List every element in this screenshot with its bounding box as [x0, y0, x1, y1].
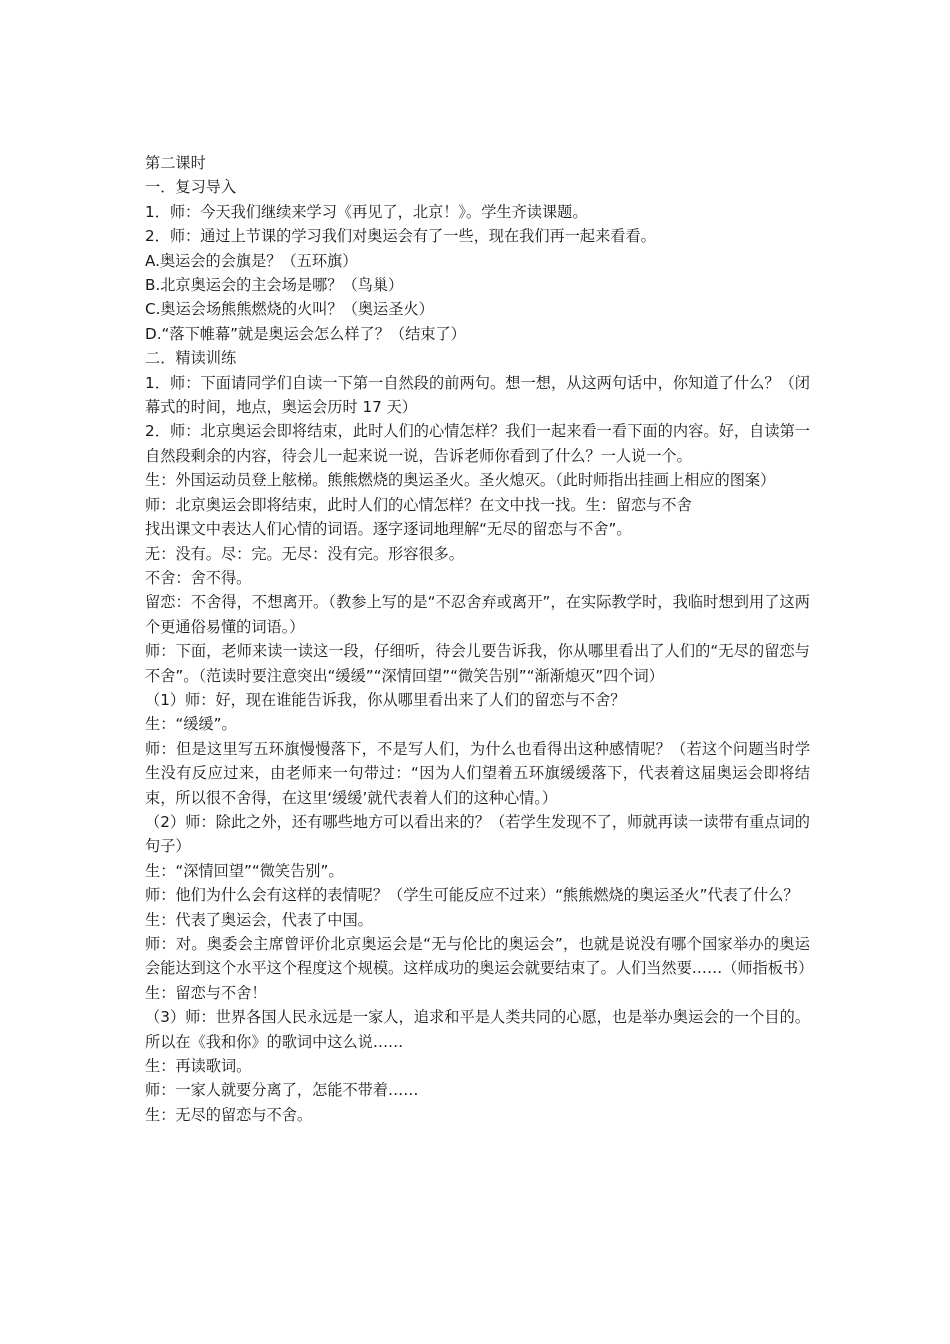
- paragraph: 生：“缓缓”。: [145, 715, 237, 734]
- paragraph: 生：留恋与不舍！: [145, 983, 267, 1002]
- paragraph: 2．师：通过上节课的学习我们对奥运会有了一些，现在我们再一起来看看。: [145, 227, 656, 246]
- paragraph: 留恋：不舍得，不想离开。（教参上写的是“不忍舍弃或离开”，在实际教学时，我临时想到用了这两个更通俗易懂的词语。）: [145, 593, 810, 636]
- paragraph: 生：外国运动员登上舷梯。熊熊燃烧的奥运圣火。圣火熄灭。（此时师指出挂画上相应的图案）: [145, 471, 776, 490]
- paragraph: （2）师：除此之外，还有哪些地方可以看出来的？（若学生发现不了，师就再读一读带有重点词的句子）: [145, 812, 810, 856]
- question-item: B.北京奥运会的主会场是哪？（鸟巢）: [145, 276, 404, 295]
- paragraph: 生：无尽的留恋与不舍。: [145, 1105, 313, 1124]
- paragraph: 师：但是这里写五环旗慢慢落下，不是写人们，为什么也看得出这种感情呢？（若这个问题当时学生没有反应过来，由老师来一句带过：“因为人们望着五环旗缓缓落下，代表着这届奥运会即将结束，所以很不舍得，在这里‘缓缓’就代表着人们的这种心情。）: [145, 739, 810, 807]
- paragraph: 生：代表了奥运会，代表了中国。: [145, 910, 373, 929]
- question-item: C.奥运会场熊熊燃烧的火叫？（奥运圣火）: [145, 300, 434, 319]
- paragraph: 1．师：下面请同学们自读一下第一自然段的前两句。想一想，从这两句话中，你知道了什么？（闭幕式的时间，地点，奥运会历时 17 天）: [145, 373, 810, 417]
- paragraph: 师：北京奥运会即将结束，此时人们的心情怎样？在文中找一找。生：留恋与不舍: [145, 495, 692, 514]
- paragraph: 师：对。奥委会主席曾评价北京奥运会是“无与伦比的奥运会”，也就是说没有哪个国家举办的奥运会能达到这个水平这个程度这个规模。这样成功的奥运会就要结束了。人们当然要……（师指板书）: [145, 935, 814, 978]
- lesson-title: 第二课时: [145, 154, 206, 172]
- paragraph: 生：再读歌词。: [145, 1057, 252, 1076]
- paragraph: （1）师：好，现在谁能告诉我，你从哪里看出来了人们的留恋与不舍？: [145, 690, 626, 709]
- question-item: A.奥运会的会旗是？（五环旗）: [145, 251, 358, 270]
- paragraph: 找出课文中表达人们心情的词语。逐字逐词地理解“无尽的留恋与不舍”。: [145, 520, 632, 539]
- paragraph: （3）师：世界各国人民永远是一家人，追求和平是人类共同的心愿，也是举办奥运会的一个目的。所以在《我和你》的歌词中这么说……: [145, 1008, 810, 1051]
- paragraph: 师：下面，老师来读一读这一段，仔细听，待会儿要告诉我，你从哪里看出了人们的“无尽的留恋与不舍”。（范读时要注意突出“缓缓”“深情回望”“微笑告别”“渐渐熄灭”四个词）: [145, 642, 810, 685]
- question-item: D.“落下帷幕”就是奥运会怎么样了？（结束了）: [145, 324, 466, 343]
- paragraph: 师：他们为什么会有这样的表情呢？（学生可能反应不过来）“熊熊燃烧的奥运圣火”代表了什么？: [145, 886, 799, 905]
- paragraph: 不舍：舍不得。: [145, 568, 252, 587]
- paragraph: 2．师：北京奥运会即将结束，此时人们的心情怎样？我们一起来看一看下面的内容。好，自读第一自然段剩余的内容，待会儿一起来说一说，告诉老师你看到了什么？一人说一个。: [145, 422, 810, 465]
- section-heading-review: 一．复习导入: [145, 178, 237, 197]
- paragraph: 生：“深情回望”“微笑告别”。: [145, 861, 344, 880]
- document-body: [145, 151, 814, 1127]
- section-heading-reading: 二．精读训练: [145, 349, 237, 368]
- paragraph: 师：一家人就要分离了，怎能不带着……: [145, 1081, 419, 1100]
- paragraph: 1．师：今天我们继续来学习《再见了，北京！》。学生齐读课题。: [145, 202, 588, 221]
- paragraph: 无：没有。尽：完。无尽：没有完。形容很多。: [145, 544, 464, 563]
